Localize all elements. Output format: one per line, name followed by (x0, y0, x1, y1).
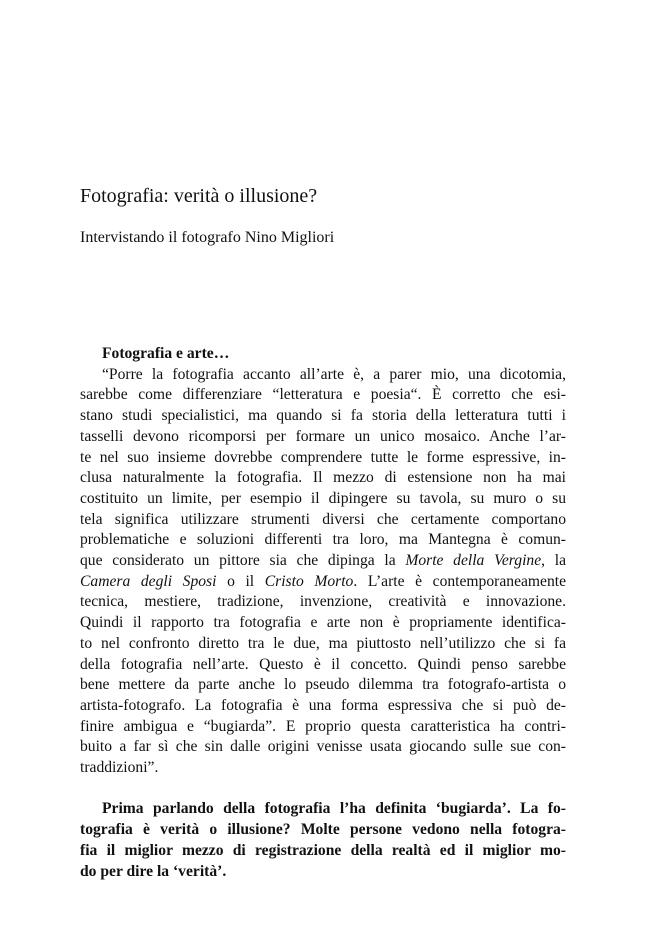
paragraph-line: Quindi il rapporto tra fotografia e arte non è propriamente identifica- (80, 614, 566, 632)
question-line: tografia è verità o illusione? Molte persone vedono nella fotogra- (80, 821, 566, 839)
paragraph-line: bene mettere da parte anche lo pseudo dilemma tra fotografo-artista o (80, 676, 566, 694)
line-text: . L’arte è contemporaneamente (353, 572, 567, 590)
paragraph-line: tasselli devono ricomporsi per formare un unico mosaico. Anche l’ar- (80, 427, 566, 445)
paragraph-line: problematiche e soluzioni differenti tra loro, ma Mantegna è comun- (80, 531, 566, 549)
question-line: Prima parlando della fotografia l’ha definita ‘bugiarda’. La fo- (102, 800, 566, 818)
line-text: que considerato un pittore sia che dipinga la (80, 552, 406, 570)
paragraph-line: tecnica, mestiere, tradizione, invenzione, creatività e innovazione. (80, 593, 566, 611)
interview-question (80, 799, 566, 882)
section-heading: Fotografia e arte… (102, 345, 230, 362)
paragraph-line: finire ambigua e “bugiarda”. E proprio questa caratteristica ha contri- (80, 717, 566, 735)
page-title: Fotografia: verità o illusione? (80, 185, 318, 207)
line-text: , la (541, 552, 566, 570)
page-subtitle: Intervistando il fotografo Nino Migliori (80, 229, 335, 246)
paragraph-line: “Porre la fotografia accanto all’arte è, a parer mio, una dicotomia, (102, 365, 566, 383)
answer-paragraph (80, 365, 566, 779)
paragraph-line: buito a far sì che sin dalle origini venisse usata giocando sulle sue con- (80, 738, 566, 756)
question-line: do per dire la ‘verità’. (80, 862, 227, 880)
paragraph-line: stano studi specialistici, ma quando si fa storia della letteratura tutti i (80, 407, 566, 425)
paragraph-line (80, 551, 566, 572)
artwork-title: Morte della Vergine (405, 552, 542, 570)
paragraph-line (80, 572, 566, 593)
artwork-title: Cristo Morto (264, 572, 354, 590)
paragraph-line: della fotografia nell’arte. Questo è il concetto. Quindi penso sarebbe (80, 655, 566, 673)
article-body (80, 344, 566, 882)
paragraph-line: clusa naturalmente la fotografia. Il mezzo di estensione non ha mai (80, 469, 566, 487)
paragraph-line: artista-fotografo. La fotografia è una forma espressiva che si può de- (80, 696, 566, 714)
paragraph-line: sarebbe come differenziare “letteratura e poesia“. È corretto che esi- (80, 386, 566, 404)
line-text: o il (216, 572, 265, 590)
paragraph-line: traddizioni”. (80, 759, 159, 777)
paragraph-line: to nel confronto diretto tra le due, ma piuttosto nell’utilizzo che si fa (80, 634, 566, 652)
artwork-title: Camera degli Sposi (80, 572, 217, 590)
paragraph-gap (80, 779, 566, 800)
question-line: fia il miglior mezzo di registrazione della realtà ed il miglior mo- (80, 841, 566, 859)
paragraph-line: tela significa utilizzare strumenti diversi che certamente comportano (80, 510, 566, 528)
paragraph-line: costituito un limite, per esempio il dipingere su tavola, su muro o su (80, 489, 566, 507)
paragraph-line: te nel suo insieme dovrebbe comprendere tutte le forme espressive, in- (80, 448, 566, 466)
